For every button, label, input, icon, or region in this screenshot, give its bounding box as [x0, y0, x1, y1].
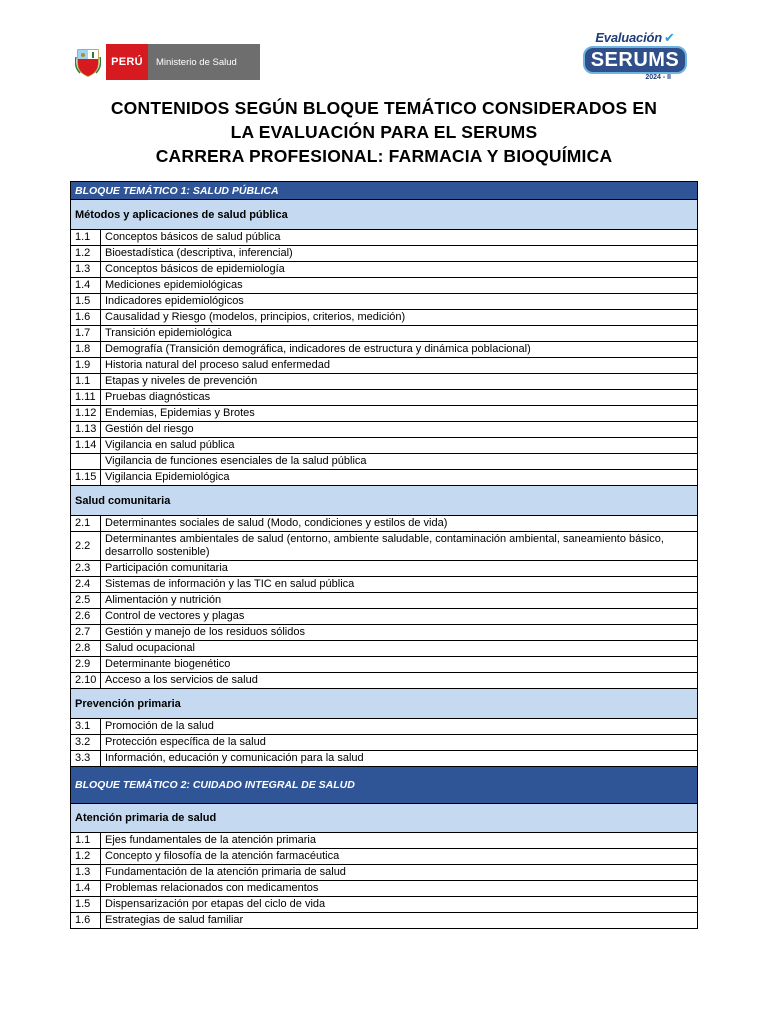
ministry-label: Ministerio de Salud: [148, 44, 260, 80]
item-topic: Bioestadística (descriptiva, inferencial): [101, 246, 698, 262]
table-row: [71, 310, 698, 326]
block-header-row: [71, 182, 698, 200]
table-row: [71, 390, 698, 406]
item-topic: Mediciones epidemiológicas: [101, 278, 698, 294]
item-topic: Sistemas de información y las TIC en salud pública: [101, 577, 698, 593]
contents-table: [70, 181, 698, 929]
item-number: 1.5: [71, 897, 101, 913]
serums-year-label: 2024 - II: [645, 74, 671, 81]
table-row: [71, 833, 698, 849]
item-topic: Gestión y manejo de los residuos sólidos: [101, 625, 698, 641]
table-row: [71, 641, 698, 657]
table-row: [71, 735, 698, 751]
item-topic: Gestión del riesgo: [101, 422, 698, 438]
item-number: 1.13: [71, 422, 101, 438]
item-topic: Información, educación y comunicación para la salud: [101, 751, 698, 767]
item-number: 2.7: [71, 625, 101, 641]
item-number: 1.4: [71, 881, 101, 897]
item-number: 1.8: [71, 342, 101, 358]
item-topic: Historia natural del proceso salud enfermedad: [101, 358, 698, 374]
table-row: [71, 897, 698, 913]
item-number: 1.1: [71, 230, 101, 246]
item-number: 1.12: [71, 406, 101, 422]
item-topic: Protección específica de la salud: [101, 735, 698, 751]
section-header-row: [71, 689, 698, 719]
item-topic: Determinante biogenético: [101, 657, 698, 673]
item-topic: Conceptos básicos de epidemiología: [101, 262, 698, 278]
section-header-row: [71, 804, 698, 833]
item-topic: Ejes fundamentales de la atención primaria: [101, 833, 698, 849]
minsa-logo: [70, 44, 260, 80]
checkmark-icon: ✔: [663, 30, 675, 45]
item-number: 2.9: [71, 657, 101, 673]
item-number: 2.3: [71, 561, 101, 577]
item-topic: Concepto y filosofía de la atención farmacéutica: [101, 849, 698, 865]
item-number: 1.1: [71, 833, 101, 849]
table-row: [71, 849, 698, 865]
table-row: [71, 278, 698, 294]
title-line-2: LA EVALUACIÓN PARA EL SERUMS: [230, 122, 538, 142]
item-topic: Determinantes sociales de salud (Modo, condiciones y estilos de vida): [101, 516, 698, 532]
table-row: [71, 913, 698, 929]
item-number: 1.3: [71, 865, 101, 881]
item-number: 1.14: [71, 438, 101, 454]
section-title: Salud comunitaria: [71, 486, 698, 516]
item-number: 2.6: [71, 609, 101, 625]
peru-label: PERÚ: [106, 44, 148, 80]
section-header-row: [71, 200, 698, 230]
item-topic: Participación comunitaria: [101, 561, 698, 577]
item-topic: Vigilancia Epidemiológica: [101, 470, 698, 486]
page-title: [40, 96, 728, 168]
table-row: [71, 454, 698, 470]
title-line-3: CARRERA PROFESIONAL: FARMACIA Y BIOQUÍMICA: [155, 146, 613, 166]
item-number: 2.1: [71, 516, 101, 532]
item-topic: Acceso a los servicios de salud: [101, 673, 698, 689]
item-topic: Estrategias de salud familiar: [101, 913, 698, 929]
item-number: 2.4: [71, 577, 101, 593]
table-row: [71, 358, 698, 374]
table-row: [71, 470, 698, 486]
item-number: 3.3: [71, 751, 101, 767]
table-row: [71, 246, 698, 262]
item-topic: Vigilancia de funciones esenciales de la salud pública: [101, 454, 698, 470]
block-title: BLOQUE TEMÁTICO 2: CUIDADO INTEGRAL DE SALUD: [71, 767, 698, 804]
item-topic: Pruebas diagnósticas: [101, 390, 698, 406]
table-row: [71, 406, 698, 422]
table-row: [71, 751, 698, 767]
table-row: [71, 438, 698, 454]
block-header-row: [71, 767, 698, 804]
item-number: 3.2: [71, 735, 101, 751]
table-row: [71, 865, 698, 881]
section-title: Atención primaria de salud: [71, 804, 698, 833]
table-row: [71, 577, 698, 593]
block-title: BLOQUE TEMÁTICO 1: SALUD PÚBLICA: [71, 182, 698, 200]
item-number: 1.9: [71, 358, 101, 374]
title-line-1: CONTENIDOS SEGÚN BLOQUE TEMÁTICO CONSIDERADOS EN: [110, 98, 658, 118]
item-topic: Dispensarización por etapas del ciclo de vida: [101, 897, 698, 913]
table-row: [71, 719, 698, 735]
item-topic: Demografía (Transición demográfica, indicadores de estructura y dinámica poblacional): [101, 342, 698, 358]
table-row: [71, 673, 698, 689]
item-number: 1.1: [71, 374, 101, 390]
item-number: 1.6: [71, 310, 101, 326]
item-number: 1.15: [71, 470, 101, 486]
table-row: [71, 881, 698, 897]
table-row: [71, 657, 698, 673]
table-row: [71, 294, 698, 310]
item-number: 2.10: [71, 673, 101, 689]
item-topic: Determinantes ambientales de salud (entorno, ambiente saludable, contaminación ambiental, saneamiento básico, desarrollo sostenible): [101, 532, 698, 561]
item-number: 3.1: [71, 719, 101, 735]
table-row: [71, 374, 698, 390]
table-row: [71, 625, 698, 641]
item-topic: Conceptos básicos de salud pública: [101, 230, 698, 246]
item-number: 1.5: [71, 294, 101, 310]
item-topic: Transición epidemiológica: [101, 326, 698, 342]
item-topic: Salud ocupacional: [101, 641, 698, 657]
item-number: 2.8: [71, 641, 101, 657]
item-number: 1.4: [71, 278, 101, 294]
item-topic: Problemas relacionados con medicamentos: [101, 881, 698, 897]
table-row: [71, 609, 698, 625]
item-topic: Indicadores epidemiológicos: [101, 294, 698, 310]
item-topic: Promoción de la salud: [101, 719, 698, 735]
serums-label: SERUMS: [583, 46, 687, 74]
item-topic: Control de vectores y plagas: [101, 609, 698, 625]
table-row: [71, 262, 698, 278]
item-number: 2.5: [71, 593, 101, 609]
table-row: [71, 342, 698, 358]
peru-coat-of-arms-icon: [70, 44, 106, 80]
serums-logo: [583, 30, 687, 81]
item-number: 1.6: [71, 913, 101, 929]
item-number: 1.3: [71, 262, 101, 278]
table-row: [71, 561, 698, 577]
table-row: [71, 532, 698, 561]
table-row: [71, 230, 698, 246]
item-topic: Alimentación y nutrición: [101, 593, 698, 609]
item-topic: Etapas y niveles de prevención: [101, 374, 698, 390]
item-topic: Endemias, Epidemias y Brotes: [101, 406, 698, 422]
item-topic: Causalidad y Riesgo (modelos, principios, criterios, medición): [101, 310, 698, 326]
table-row: [71, 326, 698, 342]
section-header-row: [71, 486, 698, 516]
item-topic: Vigilancia en salud pública: [101, 438, 698, 454]
section-title: Prevención primaria: [71, 689, 698, 719]
table-row: [71, 516, 698, 532]
item-topic: Fundamentación de la atención primaria de salud: [101, 865, 698, 881]
item-number: [71, 454, 101, 470]
item-number: 1.7: [71, 326, 101, 342]
item-number: 1.11: [71, 390, 101, 406]
table-row: [71, 593, 698, 609]
item-number: 1.2: [71, 246, 101, 262]
section-title: Métodos y aplicaciones de salud pública: [71, 200, 698, 230]
item-number: 1.2: [71, 849, 101, 865]
table-row: [71, 422, 698, 438]
item-number: 2.2: [71, 532, 101, 561]
evaluacion-label: Evaluación: [595, 30, 662, 45]
